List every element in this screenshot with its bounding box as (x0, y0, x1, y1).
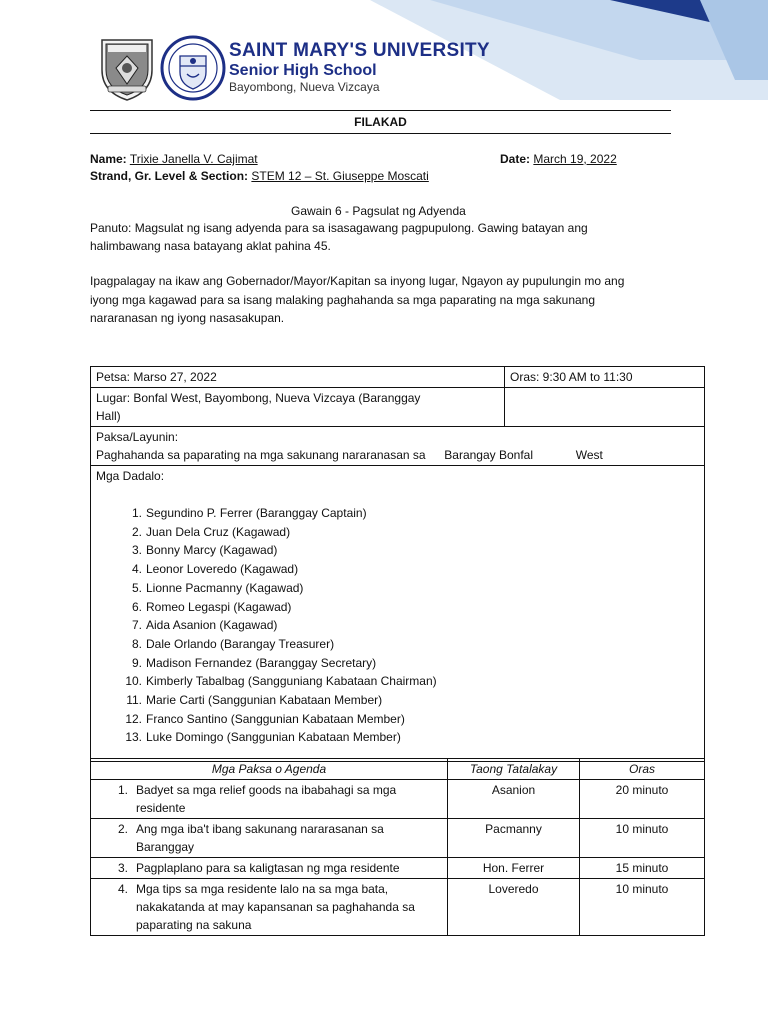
date-value: March 19, 2022 (533, 152, 617, 166)
table-row (91, 388, 705, 427)
list-number: 3. (131, 543, 142, 558)
name-label: Name: (90, 152, 127, 166)
shield-crest-logo (94, 34, 160, 102)
table-row (91, 427, 705, 466)
instructions-line: Panuto: Magsulat ng isang adyenda para sa isasagawang pagpupulong. Gawing batayan ang (90, 221, 588, 235)
agenda-number: 1. (118, 783, 129, 797)
attendee-name: Kimberly Tabalbag (Sangguniang Kabataan Chairman) (146, 674, 437, 689)
attendee-name: Marie Carti (Sanggunian Kabataan Member) (146, 693, 383, 708)
agenda-person: Pacmanny (448, 819, 580, 858)
column-header: Taong Tatalakay (448, 759, 580, 780)
agenda-body (91, 780, 705, 936)
agenda-time: 10 minuto (580, 819, 705, 858)
agenda-topic: Pagplaplano para sa kaligtasan ng mga residente (136, 861, 400, 875)
attendee-name: Madison Fernandez (Baranggay Secretary) (146, 655, 377, 670)
meeting-date: Petsa: Marso 27, 2022 (91, 367, 505, 388)
instructions (90, 219, 671, 255)
table-row (91, 367, 705, 388)
meeting-topic (91, 427, 705, 466)
list-item (96, 598, 699, 617)
empty-cell (505, 388, 705, 427)
school-name: Senior High School (229, 62, 377, 79)
name-row (90, 151, 258, 167)
agenda-person: Hon. Ferrer (448, 858, 580, 879)
agenda-topic: Mga tips sa mga residente lalo na sa mga bata, nakakatanda at may kapansanan sa paghahanda sa paparating na sakuna (136, 882, 415, 932)
instructions-line: halimbawang nasa batayang aklat pahina 45. (90, 239, 331, 253)
agenda-topic: Ang mga iba't ibang sakunang nararasanan sa Baranggay (136, 822, 384, 854)
attendee-name: Romeo Legaspi (Kagawad) (146, 599, 292, 614)
subject-title: FILAKAD (354, 115, 407, 129)
date-label: Date: (500, 152, 531, 166)
attendees-cell (91, 466, 705, 762)
list-number: 5. (131, 580, 142, 595)
agenda-number: 3. (118, 861, 129, 875)
agenda-topic: Badyet sa mga relief goods na ibabahagi sa mga residente (136, 783, 397, 815)
attendee-name: Luke Domingo (Sanggunian Kabataan Member) (146, 730, 401, 745)
agenda-person: Loveredo (448, 879, 580, 936)
column-header: Oras (580, 759, 705, 780)
topic-label: Paksa/Layunin: (96, 430, 179, 444)
agenda-number: 2. (118, 822, 129, 836)
topic-line (96, 446, 699, 464)
list-number: 1. (131, 506, 142, 520)
list-item (96, 504, 699, 523)
list-item (96, 654, 699, 673)
list-item (96, 710, 699, 729)
table-row (91, 466, 705, 762)
list-number: 7. (131, 618, 142, 633)
strand-label: Strand, Gr. Level & Section: (90, 169, 249, 183)
meeting-details-table (90, 366, 705, 762)
attendee-name: Segundino P. Ferrer (Baranggay Captain) (146, 506, 367, 520)
list-number: 8. (131, 636, 142, 651)
university-name: SAINT MARY'S UNIVERSITY (229, 40, 490, 61)
list-item (96, 541, 699, 560)
meeting-time: Oras: 9:30 AM to 11:30 (505, 367, 705, 388)
column-header: Mga Paksa o Agenda (91, 759, 448, 780)
list-item (96, 560, 699, 579)
list-item (96, 523, 699, 542)
attendee-name: Dale Orlando (Barangay Treasurer) (146, 636, 335, 651)
attendee-name: Juan Dela Cruz (Kagawad) (146, 524, 291, 539)
list-item (96, 728, 699, 747)
scenario-line: Ipagpalagay na ikaw ang Gobernador/Mayor/Kapitan sa inyong lugar, Ngayon ay pupulungin mo ang (90, 274, 625, 288)
divider (90, 110, 671, 111)
list-item (96, 635, 699, 654)
attendee-list (96, 504, 699, 747)
attendee-name: Lionne Pacmanny (Kagawad) (146, 580, 304, 595)
topic-place-1: Barangay Bonfal (444, 448, 534, 462)
agenda-time: 15 minuto (580, 858, 705, 879)
topic-place-2: West (575, 448, 603, 462)
agenda-time: 10 minuto (580, 879, 705, 936)
table-row (91, 780, 705, 819)
attendee-name: Leonor Loveredo (Kagawad) (146, 562, 299, 577)
scenario (90, 272, 671, 328)
list-item (96, 616, 699, 635)
agenda-table (90, 758, 705, 936)
activity-title: Gawain 6 - Pagsulat ng Adyenda (291, 204, 466, 218)
agenda-time: 20 minuto (580, 780, 705, 819)
agenda-topic-cell (91, 879, 448, 936)
scenario-line: iyong mga kagawad para sa isang malaking paghahanda sa mga paparating na mga sakunang (90, 292, 596, 307)
attendees-label: Mga Dadalo: (96, 469, 165, 483)
agenda-topic-cell (91, 819, 448, 858)
university-seal-logo (160, 34, 226, 102)
list-number: 4. (131, 562, 142, 577)
list-number: 10. (125, 674, 142, 689)
attendee-name: Franco Santino (Sanggunian Kabataan Member) (146, 711, 405, 726)
agenda-person: Asanion (448, 780, 580, 819)
table-row (91, 879, 705, 936)
attendee-name: Aida Asanion (Kagawad) (146, 618, 278, 633)
divider (90, 133, 671, 134)
strand-value: STEM 12 – St. Giuseppe Moscati (251, 169, 429, 183)
list-item (96, 691, 699, 710)
date-row (500, 151, 617, 167)
list-number: 9. (131, 655, 142, 670)
agenda-number: 4. (118, 882, 129, 896)
list-item (96, 672, 699, 691)
list-number: 6. (131, 599, 142, 614)
name-value: Trixie Janella V. Cajimat (129, 152, 258, 166)
list-number: 12. (125, 711, 142, 726)
table-row (91, 858, 705, 879)
list-item (96, 579, 699, 598)
list-number: 11. (126, 693, 142, 708)
agenda-topic-cell (91, 780, 448, 819)
list-number: 2. (131, 524, 142, 539)
meeting-place: Lugar: Bonfal West, Bayombong, Nueva Vizcaya (Baranggay Hall) (91, 388, 505, 427)
list-number: 13. (125, 730, 142, 745)
scenario-line: nararanasan ng iyong nasasakupan. (90, 311, 285, 325)
table-header-row (91, 759, 705, 780)
agenda-topic-cell (91, 858, 448, 879)
school-location: Bayombong, Nueva Vizcaya (229, 80, 380, 94)
strand-row (90, 168, 429, 184)
table-row (91, 819, 705, 858)
topic-text: Paghahanda sa paparating na mga sakunang nararanasan sa (96, 448, 426, 462)
attendee-name: Bonny Marcy (Kagawad) (146, 543, 278, 558)
